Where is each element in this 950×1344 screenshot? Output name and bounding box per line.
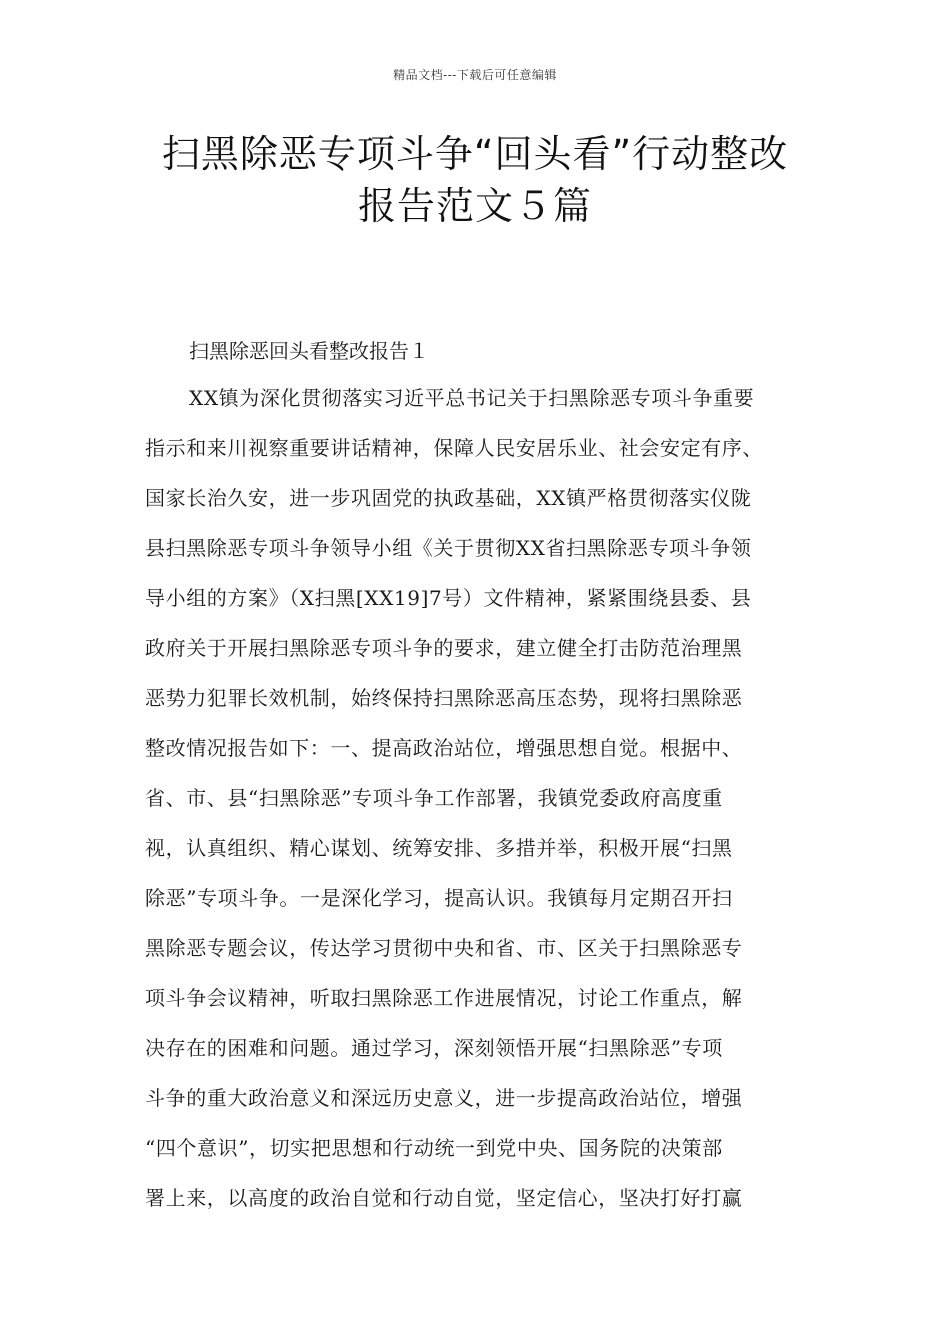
body-line: 除恶”专项斗争。一是深化学习，提高认识。我镇每月定期召开扫 [145, 886, 733, 910]
body-line: “四个意识”，切实把思想和行动统一到党中央、国务院的决策部 [145, 1136, 723, 1160]
body-line: 恶势力犯罪长效机制，始终保持扫黑除恶高压态势，现将扫黑除恶 [145, 686, 743, 710]
body-line: 项斗争会议精神，听取扫黑除恶工作进展情况，讨论工作重点，解 [145, 986, 743, 1010]
body-line: 决存在的困难和问题。通过学习，深刻领悟开展“扫黑除恶”专项 [145, 1036, 723, 1060]
body-line: 黑除恶专题会议，传达学习贯彻中央和省、市、区关于扫黑除恶专 [145, 936, 743, 960]
body-line: 指示和来川视察重要讲话精神，保障人民安居乐业、社会安定有序、 [145, 436, 763, 460]
title-line-1: 扫黑除恶专项斗争“回头看”行动整改 [161, 132, 789, 176]
body-paragraph [145, 381, 845, 1231]
body-line: 整改情况报告如下：一、提高政治站位，增强思想自觉。根据中、 [145, 736, 743, 760]
body-line: 国家长治久安，进一步巩固党的执政基础，XX镇严格贯彻落实仪陇 [145, 486, 752, 510]
document-title [100, 128, 850, 232]
body-line: 政府关于开展扫黑除恶专项斗争的要求，建立健全打击防范治理黑 [145, 636, 743, 660]
body-line: 斗争的重大政治意义和深远历史意义，进一步提高政治站位，增强 [145, 1086, 743, 1110]
header-note: 精品文档---下载后可任意编辑 [393, 68, 557, 82]
body-line: XX镇为深化贯彻落实习近平总书记关于扫黑除恶专项斗争重要 [189, 386, 755, 410]
title-line-2: 报告范文５篇 [357, 184, 592, 228]
body-line: 视，认真组织、精心谋划、统筹安排、多措并举，积极开展“扫黑 [145, 836, 733, 860]
section-heading: 扫黑除恶回头看整改报告１ [189, 339, 429, 363]
body-line: 导小组的方案》（X扫黑[XX19]7号）文件精神，紧紧围绕县委、县 [145, 586, 752, 610]
body-line: 县扫黑除恶专项斗争领导小组《关于贯彻XX省扫黑除恶专项斗争领 [145, 536, 752, 560]
body-line: 署上来，以高度的政治自觉和行动自觉，坚定信心，坚决打好打赢 [145, 1186, 743, 1210]
body-line: 省、市、县“扫黑除恶”专项斗争工作部署，我镇党委政府高度重 [145, 786, 723, 810]
